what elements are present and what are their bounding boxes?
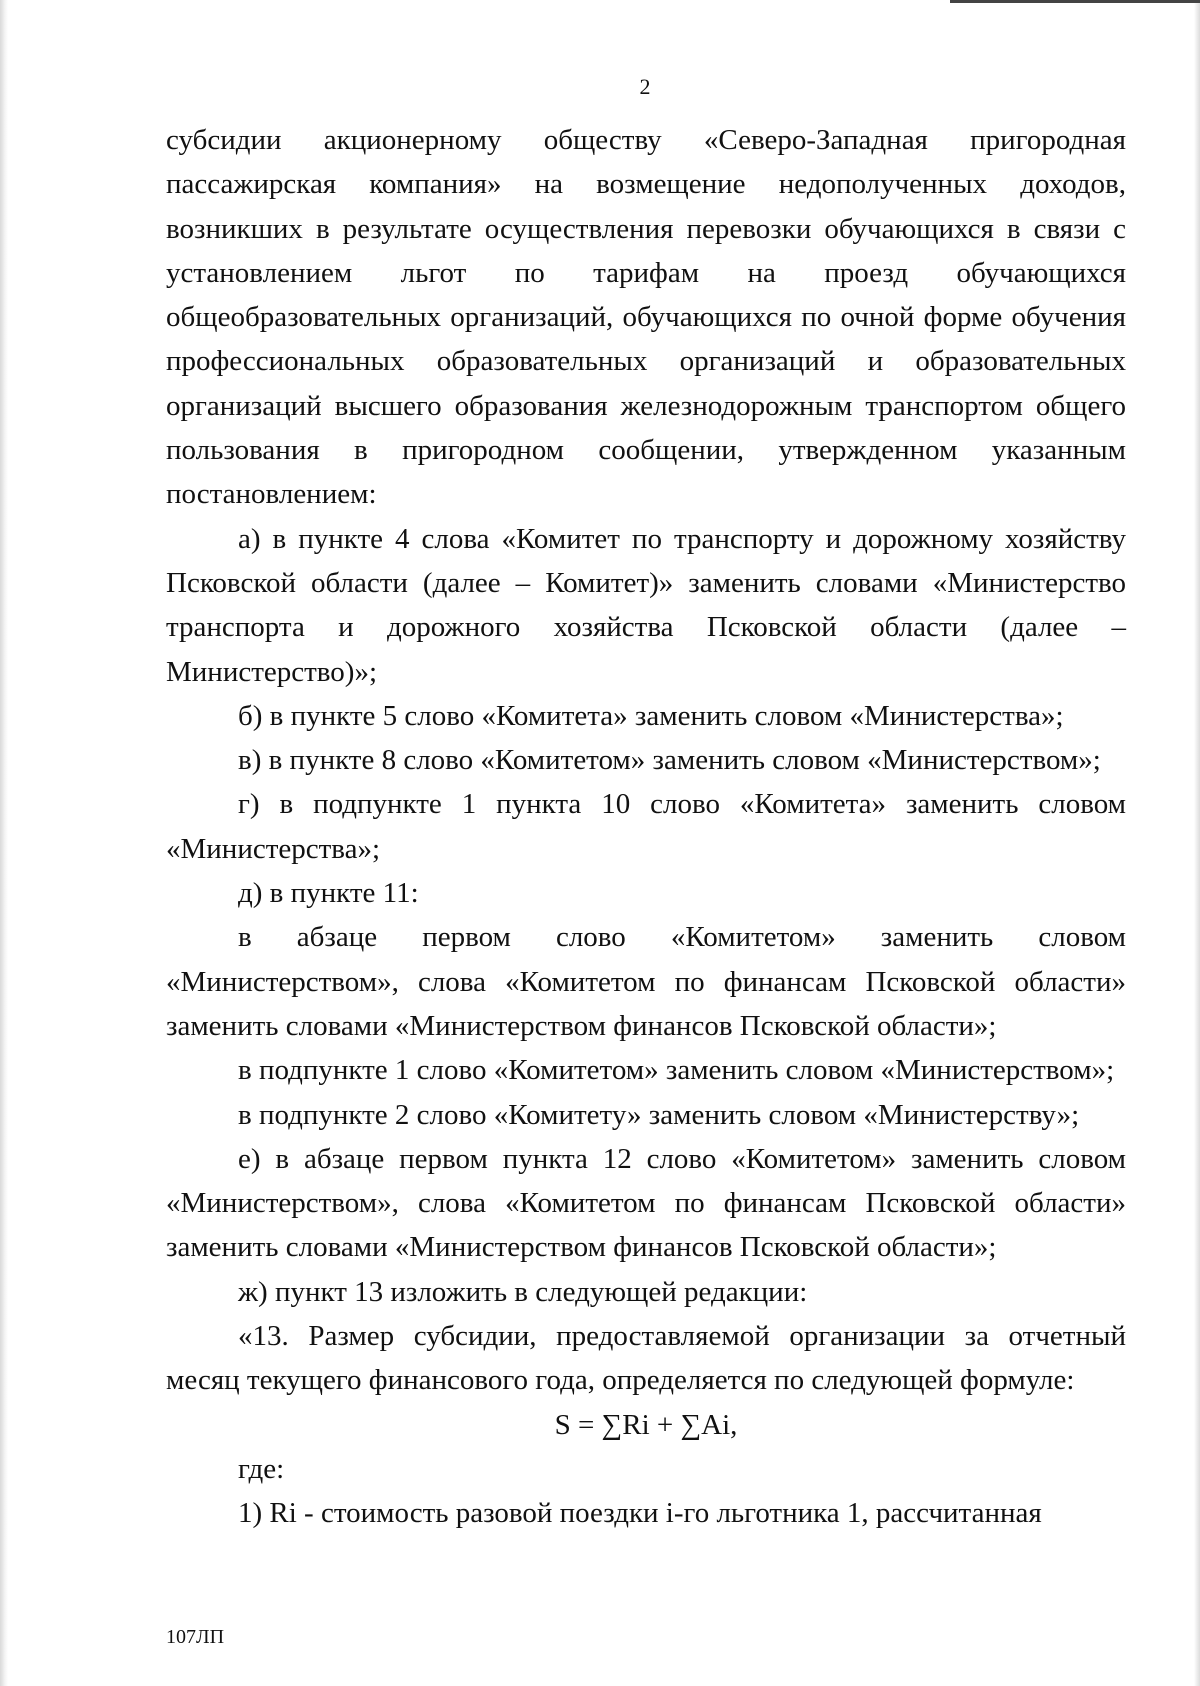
footer-code: 107ЛП bbox=[166, 1626, 225, 1648]
paragraph-item-g: г) в подпункте 1 пункта 10 слово «Комитета» заменить словом «Министерства»; bbox=[166, 788, 1126, 865]
paragraph-intro: субсидии акционерному обществу «Северо-Западная пригородная пассажирская компания» на возмещение недополученных доходов, возникших в результате осуществления перевозки обучающихся в связи с установлением льгот по тарифам на проезд обучающихся общеобразовательных организаций, обучающихся по очной форме обучения профессиональных образовательных организаций и образовательных организаций высшего образования железнодорожным транспортом общего пользования в пригородном сообщении, утвержденном указанным постановлением: bbox=[166, 124, 1126, 511]
paragraph-item-d: д) в пункте 11: bbox=[238, 877, 419, 910]
paragraph-definition-ri: 1) Ri - стоимость разовой поездки i-го льготника 1, рассчитанная bbox=[238, 1497, 1042, 1530]
paragraph-item-d-abzac: в абзаце первом слово «Комитетом» заменить словом «Министерством», слова «Комитетом по финансам Псковской области» заменить словами «Министерством финансов Псковской области»; bbox=[166, 921, 1126, 1042]
paragraph-where: где: bbox=[238, 1452, 285, 1485]
page-number: 2 bbox=[639, 74, 651, 99]
top-rule bbox=[950, 0, 1200, 3]
paragraph-item-b: б) в пункте 5 слово «Комитета» заменить словом «Министерства»; bbox=[238, 699, 1064, 732]
paragraph-item-d-subitem-1: в подпункте 1 слово «Комитетом» заменить словом «Министерством»; bbox=[238, 1054, 1115, 1087]
paragraph-item-13: «13. Размер субсидии, предоставляемой организации за отчетный месяц текущего финансового года, определяется по следующей формуле: bbox=[166, 1320, 1126, 1397]
scan-edge-left bbox=[0, 0, 8, 1686]
paragraph-item-e: е) в абзаце первом пункта 12 слово «Комитетом» заменить словом «Министерством», слова «Комитетом по финансам Псковской области» заменить словами «Министерством финансов Псковской области»; bbox=[166, 1142, 1126, 1264]
document-body bbox=[166, 118, 1126, 1536]
formula: S = ∑Ri + ∑Ai, bbox=[554, 1408, 738, 1441]
paragraph-item-a: а) в пункте 4 слова «Комитет по транспорту и дорожному хозяйству Псковской области (далее – Комитет)» заменить словами «Министерство транспорта и дорожного хозяйства Псковской области (далее – Министерство)»; bbox=[166, 522, 1126, 688]
paragraph-item-v: в) в пункте 8 слово «Комитетом» заменить словом «Министерством»; bbox=[238, 744, 1101, 777]
paragraph-item-d-subitem-2: в подпункте 2 слово «Комитету» заменить словом «Министерству»; bbox=[238, 1098, 1080, 1131]
paragraph-item-zh: ж) пункт 13 изложить в следующей редакции: bbox=[238, 1275, 808, 1308]
scan-edge-right bbox=[1194, 0, 1200, 1686]
